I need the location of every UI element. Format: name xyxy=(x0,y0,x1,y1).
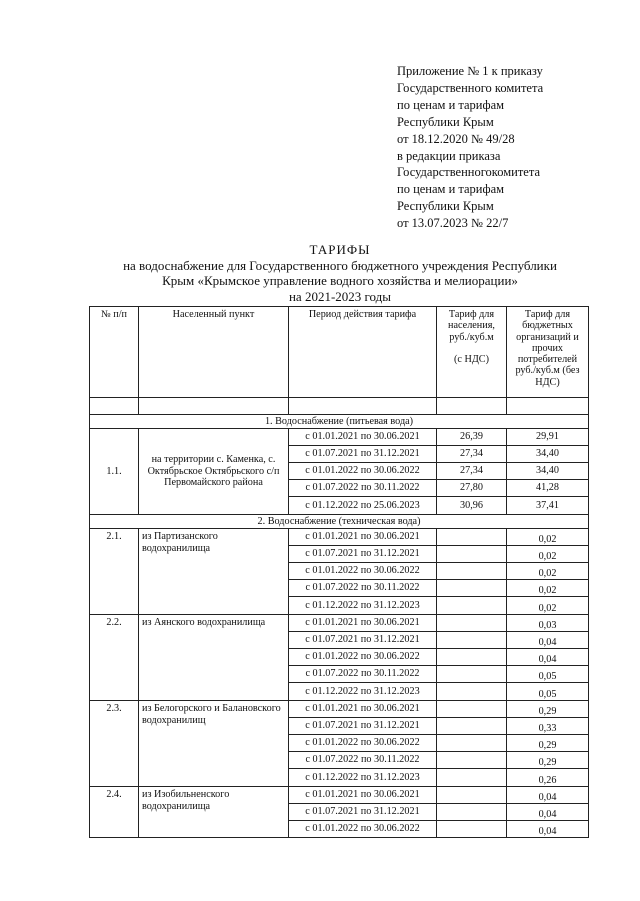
tariff-population: 27,34 xyxy=(437,463,507,480)
tariff-period: с 01.07.2022 по 30.11.2022 xyxy=(289,580,437,597)
tariff-organizations: 41,28 xyxy=(507,480,589,497)
tariff-population xyxy=(437,632,507,649)
table-row xyxy=(90,787,589,804)
tariff-organizations: 0,02 xyxy=(507,563,589,580)
tariff-period: с 01.12.2022 по 31.12.2023 xyxy=(289,683,437,701)
place-name: из Белогорского и Балановского водохранилищ xyxy=(139,701,289,787)
tariff-population xyxy=(437,615,507,632)
tariff-population: 27,80 xyxy=(437,480,507,497)
appendix-line: Приложение № 1 к приказу xyxy=(397,64,543,78)
header-org-tariff: Тариф для бюджетных организаций и прочих потребителей руб./куб.м (без НДС) xyxy=(507,307,589,398)
tariff-organizations: 0,29 xyxy=(507,752,589,769)
section-title: 2. Водоснабжение (техническая вода) xyxy=(90,515,589,529)
tariff-population xyxy=(437,787,507,804)
tariff-population xyxy=(437,769,507,787)
tariff-period: с 01.01.2021 по 30.06.2021 xyxy=(289,429,437,446)
section-title: 1. Водоснабжение (питьевая вода) xyxy=(90,415,589,429)
tariff-table xyxy=(89,306,589,838)
header-pop-tariff: Тариф для населения, руб./куб.м (с НДС) xyxy=(437,307,507,398)
tariff-organizations: 0,29 xyxy=(507,735,589,752)
tariff-period: с 01.01.2022 по 30.06.2022 xyxy=(289,735,437,752)
tariff-organizations: 0,02 xyxy=(507,597,589,615)
place-name: из Изобильненского водохранилища xyxy=(139,787,289,838)
tariff-population xyxy=(437,580,507,597)
table-body xyxy=(90,398,589,838)
tariff-organizations: 34,40 xyxy=(507,463,589,480)
tariff-period: с 01.07.2021 по 31.12.2021 xyxy=(289,718,437,735)
tariff-organizations: 0,03 xyxy=(507,615,589,632)
tariff-organizations: 0,29 xyxy=(507,701,589,718)
table-cell xyxy=(289,398,437,415)
tariff-period: с 01.12.2022 по 25.06.2023 xyxy=(289,497,437,515)
tariff-organizations: 0,04 xyxy=(507,804,589,821)
tariff-period: с 01.07.2021 по 31.12.2021 xyxy=(289,446,437,463)
table-row xyxy=(90,529,589,546)
tariff-period: с 01.12.2022 по 31.12.2023 xyxy=(289,769,437,787)
appendix-line: Республики Крым xyxy=(397,114,494,129)
tariff-organizations: 0,04 xyxy=(507,787,589,804)
tariff-organizations: 0,04 xyxy=(507,649,589,666)
tariff-organizations: 0,04 xyxy=(507,821,589,838)
appendix-line: Государственногокомитета xyxy=(397,165,540,180)
tariff-organizations: 37,41 xyxy=(507,497,589,515)
tariff-population xyxy=(437,597,507,615)
tariff-organizations: 29,91 xyxy=(507,429,589,446)
table-cell xyxy=(139,398,289,415)
tariff-population xyxy=(437,683,507,701)
tariff-population xyxy=(437,563,507,580)
tariff-period: с 01.07.2022 по 30.11.2022 xyxy=(289,752,437,769)
appendix-line: по ценам и тарифам xyxy=(397,97,505,112)
appendix-line: от 18.12.2020 № 49/28 xyxy=(397,131,515,146)
table-cell xyxy=(507,398,589,415)
row-number: 2.3. xyxy=(90,701,139,787)
row-number: 2.1. xyxy=(90,529,139,615)
section-row xyxy=(90,415,589,429)
tariff-population xyxy=(437,752,507,769)
table-row xyxy=(90,701,589,718)
table-row xyxy=(90,615,589,632)
tariff-population: 27,34 xyxy=(437,446,507,463)
tariff-population xyxy=(437,821,507,838)
tariff-period: с 01.01.2021 по 30.06.2021 xyxy=(289,529,437,546)
tariff-organizations: 0,33 xyxy=(507,718,589,735)
tariff-organizations: 0,02 xyxy=(507,529,589,546)
table-row xyxy=(90,398,589,415)
tariff-period: с 01.01.2021 по 30.06.2021 xyxy=(289,615,437,632)
tariff-period: с 01.01.2021 по 30.06.2021 xyxy=(289,787,437,804)
tariff-period: с 01.07.2022 по 30.11.2022 xyxy=(289,666,437,683)
tariff-organizations: 0,26 xyxy=(507,769,589,787)
tariff-period: с 01.07.2021 по 31.12.2021 xyxy=(289,546,437,563)
tariff-period: с 01.01.2021 по 30.06.2021 xyxy=(289,701,437,718)
title-line-1: на водоснабжение для Государственного бюджетного учреждения Республики xyxy=(123,257,557,273)
row-number: 2.2. xyxy=(90,615,139,701)
tariff-period: с 01.07.2021 по 31.12.2021 xyxy=(289,632,437,649)
tariff-population xyxy=(437,735,507,752)
table-row xyxy=(90,429,589,446)
table-cell xyxy=(90,398,139,415)
tariff-population: 30,96 xyxy=(437,497,507,515)
tariff-population xyxy=(437,529,507,546)
header-place: Населенный пункт xyxy=(139,307,289,398)
tariff-population xyxy=(437,718,507,735)
tariff-population xyxy=(437,701,507,718)
tariff-organizations: 0,05 xyxy=(507,666,589,683)
tariff-organizations: 0,04 xyxy=(507,632,589,649)
tariff-organizations: 0,05 xyxy=(507,683,589,701)
tariff-population: 26,39 xyxy=(437,429,507,446)
appendix-line: Государственного комитета xyxy=(397,80,544,95)
table-header-row xyxy=(90,307,589,398)
tariff-organizations: 0,02 xyxy=(507,580,589,597)
header-no: № п/п xyxy=(90,307,139,398)
tariff-period: с 01.01.2022 по 30.06.2022 xyxy=(289,649,437,666)
title-line-3: на 2021-2023 годы xyxy=(288,288,392,304)
row-number: 2.4. xyxy=(90,787,139,838)
tariff-period: с 01.07.2022 по 30.11.2022 xyxy=(289,480,437,497)
tariff-period: с 01.01.2022 по 30.06.2022 xyxy=(289,821,437,838)
appendix-line: от 13.07.2023 № 22/7 xyxy=(397,216,509,231)
tariff-organizations: 0,02 xyxy=(507,546,589,563)
place-name: на территории с. Каменка, с. Октябрьское Октябрьского с/п Первомайского района xyxy=(139,429,289,515)
tariff-period: с 01.07.2021 по 31.12.2021 xyxy=(289,804,437,821)
section-row xyxy=(90,515,589,529)
document-title xyxy=(60,242,620,304)
tariff-population xyxy=(437,666,507,683)
title-line-2: Крым «Крымское управление водного хозяйства и мелиорации» xyxy=(162,273,518,288)
row-number: 1.1. xyxy=(90,429,139,515)
tariff-population xyxy=(437,804,507,821)
tariff-population xyxy=(437,546,507,563)
tariff-period: с 01.01.2022 по 30.06.2022 xyxy=(289,563,437,580)
tariff-population xyxy=(437,649,507,666)
table-cell xyxy=(437,398,507,415)
header-period: Период действия тарифа xyxy=(289,307,437,398)
appendix-note xyxy=(397,63,627,232)
appendix-line: Республики Крым xyxy=(397,199,494,214)
title-heading: ТАРИФЫ xyxy=(309,242,371,257)
appendix-line: в редакции приказа xyxy=(397,148,501,163)
place-name: из Партизанского водохранилища xyxy=(139,529,289,615)
appendix-line: по ценам и тарифам xyxy=(397,182,505,197)
tariff-period: с 01.01.2022 по 30.06.2022 xyxy=(289,463,437,480)
tariff-organizations: 34,40 xyxy=(507,446,589,463)
tariff-period: с 01.12.2022 по 31.12.2023 xyxy=(289,597,437,615)
place-name: из Аянского водохранилища xyxy=(139,615,289,701)
